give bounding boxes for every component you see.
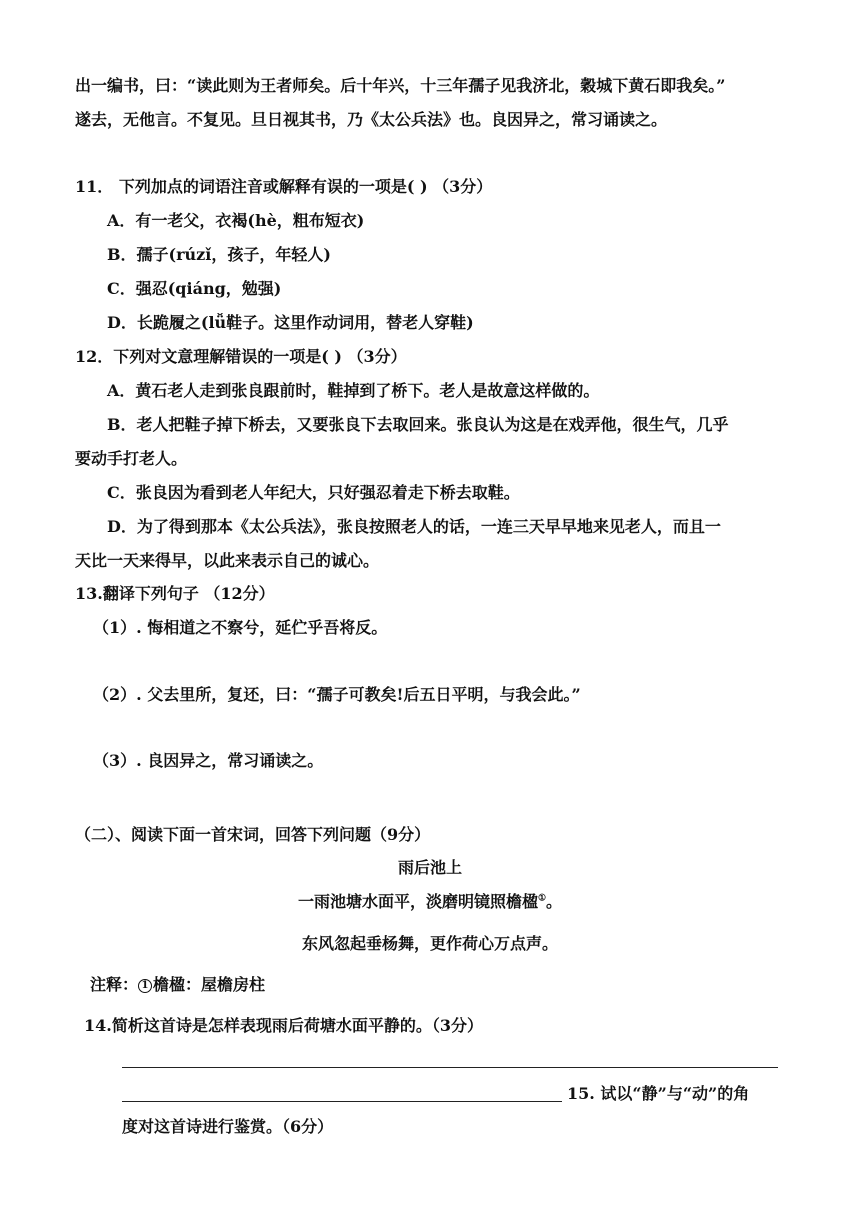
question-13-sentence-3: （3）. 良因异之，常习诵读之。 xyxy=(93,751,324,770)
question-12-option-c: C．张良因为看到老人年纪大，只好强忍着走下桥去取鞋。 xyxy=(107,483,520,502)
question-11-option-c: C．强忍(qiáng，勉强) xyxy=(107,279,282,298)
poem-line-1-end: 。 xyxy=(546,892,563,911)
question-14-stem: 14.简析这首诗是怎样表现雨后荷塘水面平静的。（3分） xyxy=(84,1016,483,1035)
poem-title: 雨后池上 xyxy=(397,858,463,877)
note-text: 檐楹：屋檐房柱 xyxy=(153,975,266,994)
passage-line-1: 出一编书，曰：“读此则为王者师矣。后十年兴，十三年孺子见我济北，穀城下黄石即我矣。” xyxy=(75,76,726,95)
question-12-option-d-line-1: D．为了得到那本《太公兵法》，张良按照老人的话，一连三天早早地来见老人，而且一 xyxy=(107,517,721,536)
note-label: 注释： xyxy=(90,975,139,994)
answer-line-2[interactable] xyxy=(122,1100,562,1102)
poem-line-2: 东风忽起垂杨舞，更作荷心万点声。 xyxy=(301,934,559,953)
question-11-option-a: A．有一老父，衣褐(hè，粗布短衣) xyxy=(107,211,365,230)
section-2-heading: （二）、阅读下面一首宋词，回答下列问题（9分） xyxy=(75,825,431,844)
question-12-option-a: A．黄石老人走到张良跟前时，鞋掉到了桥下。老人是故意这样做的。 xyxy=(107,381,600,400)
poem-line-1 xyxy=(298,892,562,911)
poem-line-1-text: 一雨池塘水面平，淡磨明镜照檐楹 xyxy=(297,892,538,911)
note-number-circle: 1 xyxy=(138,979,152,993)
question-13-stem: 13.翻译下列句子 （12分） xyxy=(75,584,275,603)
passage-line-2: 遂去，无他言。不复见。旦日视其书，乃《太公兵法》也。良因异之，常习诵读之。 xyxy=(75,110,668,129)
answer-line-1[interactable] xyxy=(122,1066,778,1068)
question-12-option-b-line-2: 要动手打老人。 xyxy=(75,449,188,468)
footnote-marker: ① xyxy=(537,893,547,904)
question-11-stem: 11． 下列加点的词语注音或解释有误的一项是( ) （3分） xyxy=(75,177,493,196)
question-15-stem-line-1: 15. 试以“静”与“动”的角 xyxy=(567,1084,750,1103)
poem-note xyxy=(90,975,265,994)
question-15-stem-line-2: 度对这首诗进行鉴赏。（6分） xyxy=(122,1117,334,1136)
question-11-option-d: D．长跪履之(lǚ鞋子。这里作动词用，替老人穿鞋) xyxy=(107,313,474,332)
question-13-sentence-1: （1）. 悔相道之不察兮，延伫乎吾将反。 xyxy=(93,618,388,637)
question-12-option-b-line-1: B．老人把鞋子掉下桥去，又要张良下去取回来。张良认为这是在戏弄他，很生气，几乎 xyxy=(107,415,729,434)
question-12-option-d-line-2: 天比一天来得早，以此来表示自己的诚心。 xyxy=(75,551,380,570)
question-12-stem: 12．下列对文意理解错误的一项是( ) （3分） xyxy=(75,347,407,366)
question-11-option-b: B．孺子(rúzǐ，孩子，年轻人) xyxy=(107,245,331,264)
question-13-sentence-2: （2）. 父去里所，复还，曰：“孺子可教矣!后五日平明，与我会此。” xyxy=(93,685,581,704)
